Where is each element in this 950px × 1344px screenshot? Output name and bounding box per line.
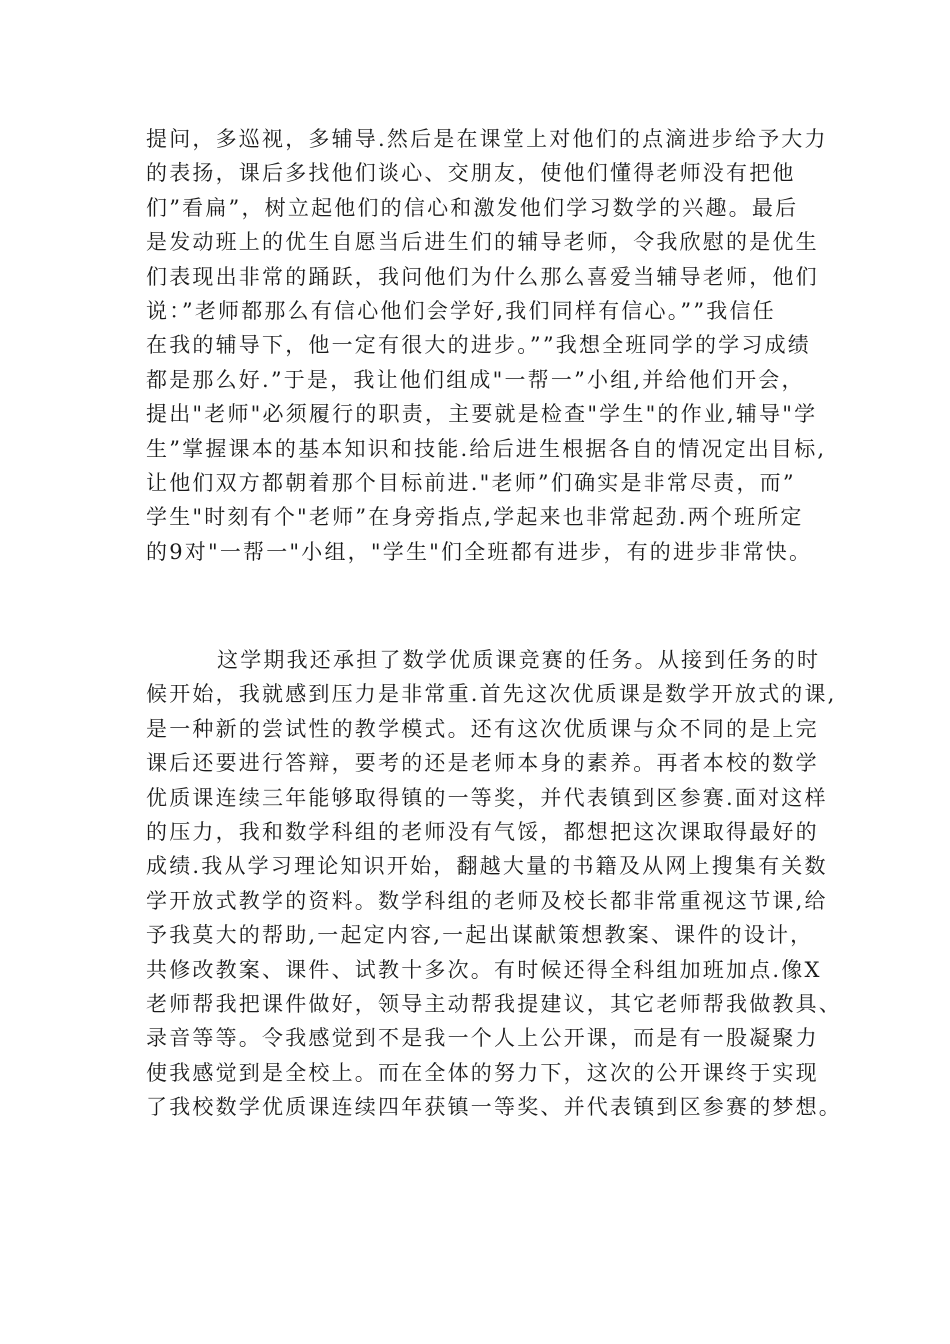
paragraph-competition (146, 643, 842, 1124)
text-line: 都是那么好.”于是，我让他们组成"一帮一”小组,并给他们开会， (146, 367, 805, 392)
paragraph-tutoring (146, 122, 826, 569)
text-line: 让他们双方都朝着那个目标前进."老师”们确实是非常尽责，而” (146, 470, 796, 495)
text-line: 予我莫大的帮助,一起定内容,一起出谋献策想教案、课件的设计， (146, 923, 814, 948)
text-line: 共修改教案、课件、试教十多次。有时候还得全科组加班加点.像X (146, 957, 822, 982)
text-line: 录音等等。令我感觉到不是我一个人上公开课，而是有一股凝聚力 (146, 1026, 819, 1051)
text-line: 老师帮我把课件做好，领导主动帮我提建议，其它老师帮我做教具、 (146, 991, 842, 1016)
text-line: 说：”老师都那么有信心他们会学好,我们同样有信心。””我信任 (146, 298, 776, 323)
text-line: 了我校数学优质课连续四年获镇一等奖、并代表镇到区参赛的梦想。 (146, 1095, 842, 1120)
text-line: 课后还要进行答辩，要考的还是老师本身的素养。再者本校的数学 (146, 751, 819, 776)
text-line: 学生"时刻有个"老师”在身旁指点,学起来也非常起劲.两个班所定 (146, 505, 804, 530)
text-line: 提问，多巡视，多辅导.然后是在课堂上对他们的点滴进步给予大力 (146, 127, 828, 151)
text-line: 们”看扁”，树立起他们的信心和激发他们学习数学的兴趣。最后 (146, 195, 799, 220)
text-line: 使我感觉到是全校上。而在全体的努力下，这次的公开课终于实现 (146, 1060, 819, 1085)
text-line: 优质课连续三年能够取得镇的一等奖，并代表镇到区参赛.面对这样 (146, 785, 828, 810)
text-line: 的压力，我和数学科组的老师没有气馁，都想把这次课取得最好的 (146, 819, 819, 844)
text-line: 生”掌握课本的基本知识和技能.给后进生根据各自的情况定出目标, (146, 436, 827, 461)
text-line: 成绩.我从学习理论知识开始，翻越大量的书籍及从网上搜集有关数 (146, 854, 828, 879)
text-line: 是一种新的尝试性的教学模式。还有这次优质课与众不同的是上完 (146, 716, 819, 741)
text-line: 这学期我还承担了数学优质课竞赛的任务。从接到任务的时 (146, 648, 821, 672)
text-line: 是发动班上的优生自愿当后进生们的辅导老师，令我欣慰的是优生 (146, 230, 819, 255)
text-line: 学开放式教学的资料。数学科组的老师及校长都非常重视这节课,给 (146, 888, 828, 913)
text-line: 们表现出非常的踊跃，我问他们为什么那么喜爱当辅导老师，他们 (146, 264, 819, 289)
text-line: 提出"老师"必须履行的职责，主要就是检查"学生"的作业,辅导"学 (146, 402, 818, 427)
text-line: 的表扬，课后多找他们谈心、交朋友，使他们懂得老师没有把他 (146, 161, 796, 186)
text-line: 在我的辅导下，他一定有很大的进步。””我想全班同学的学习成绩 (146, 333, 811, 358)
text-line: 的9对"一帮一"小组，"学生"们全班都有进步，有的进步非常快。 (146, 539, 813, 564)
text-line: 候开始，我就感到压力是非常重.首先这次优质课是数学开放式的课, (146, 682, 837, 707)
